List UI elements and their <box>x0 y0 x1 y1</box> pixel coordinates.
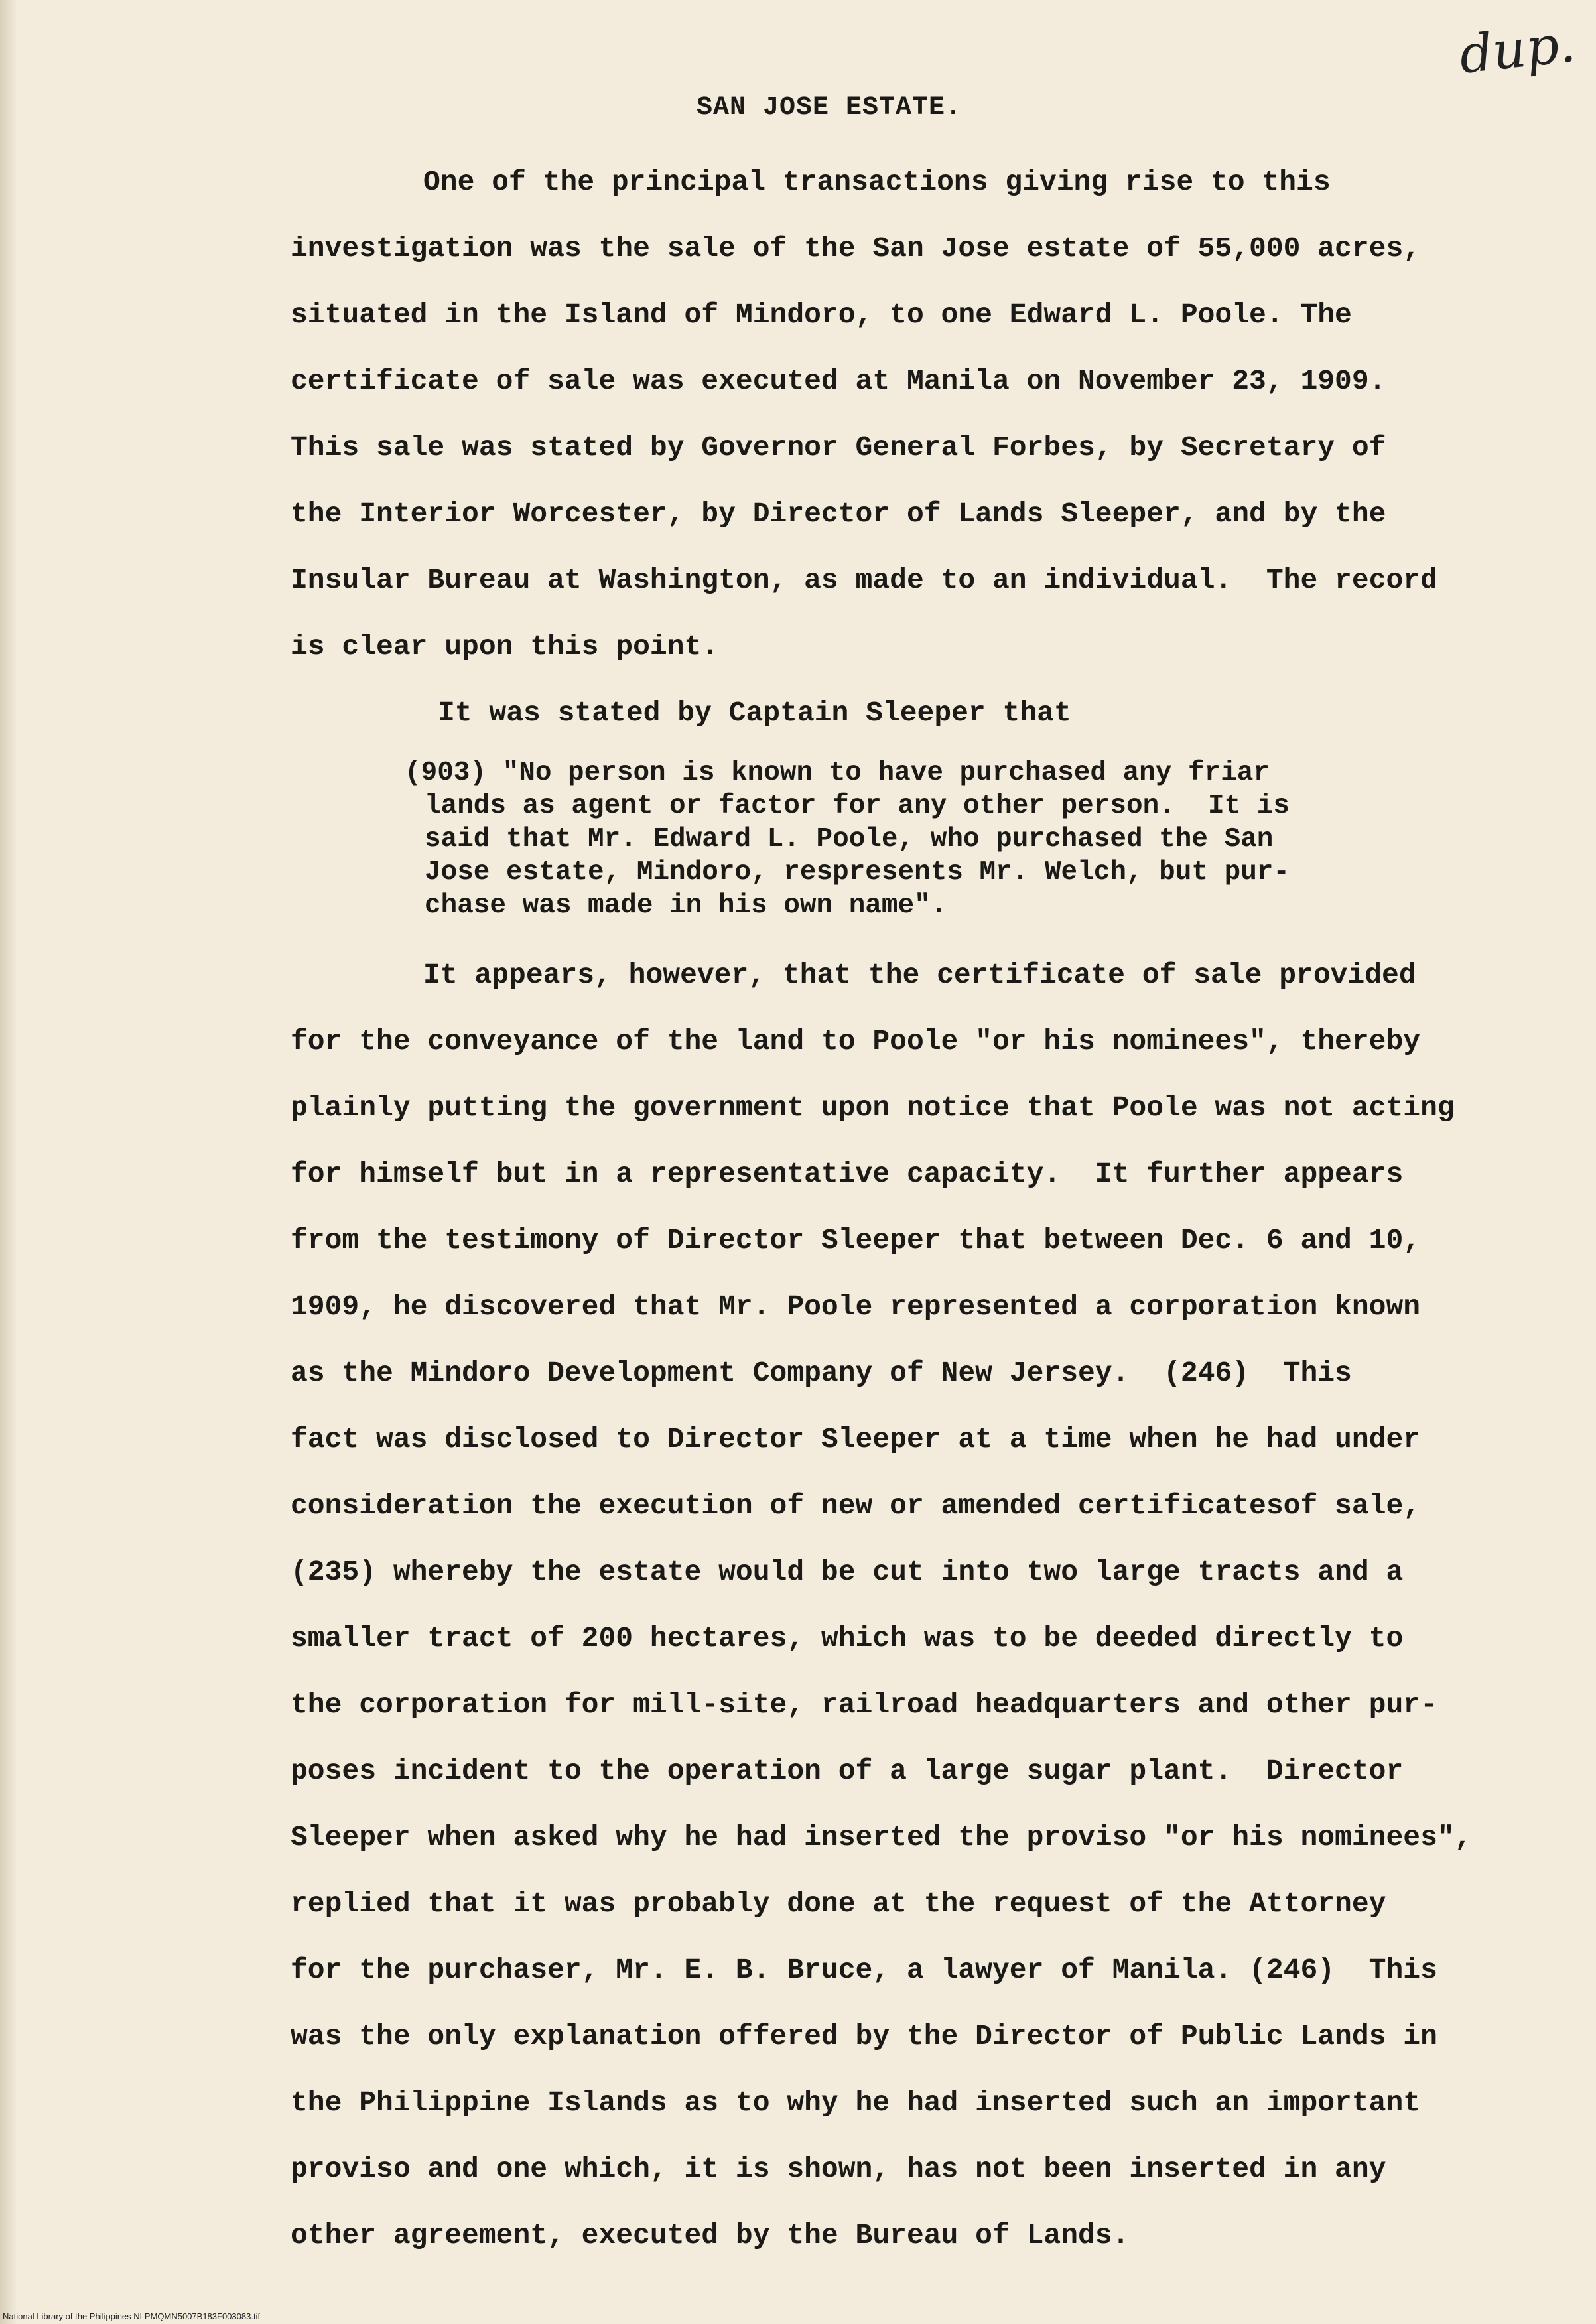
text-line: for himself but in a representative capacity. It further appears <box>291 1158 1404 1190</box>
text-line: as the Mindoro Development Company of New Jersey. (246) This <box>291 1357 1352 1389</box>
text-line: It was stated by Captain Sleeper that <box>438 697 1071 729</box>
document-title: SAN JOSE ESTATE. <box>697 93 963 123</box>
quote-line: chase was made in his own name". <box>425 890 947 921</box>
text-line: the Philippine Islands as to why he had inserted such an important <box>291 2086 1421 2119</box>
text-line: for the conveyance of the land to Poole "or his nominees", thereby <box>291 1025 1421 1058</box>
text-line: other agreement, executed by the Bureau of Lands. <box>291 2219 1130 2252</box>
text-line: smaller tract of 200 hectares, which was to be deeded directly to <box>291 1622 1404 1655</box>
text-line: certificate of sale was executed at Manila on November 23, 1909. <box>291 365 1386 397</box>
text-line: poses incident to the operation of a large sugar plant. Director <box>291 1755 1404 1787</box>
text-line: One of the principal transactions giving rise to this <box>423 166 1331 198</box>
text-line: was the only explanation offered by the Director of Public Lands in <box>291 2020 1437 2053</box>
page-edge-shadow <box>0 0 17 2324</box>
text-line: Insular Bureau at Washington, as made to an individual. The record <box>291 564 1437 596</box>
text-line: fact was disclosed to Director Sleeper at a time when he had under <box>291 1423 1421 1456</box>
text-line: It appears, however, that the certificate of sale provided <box>423 959 1416 991</box>
text-line: the corporation for mill-site, railroad headquarters and other pur- <box>291 1688 1437 1721</box>
paragraph-2 <box>438 680 1596 746</box>
quote-line: lands as agent or factor for any other person. It is <box>425 791 1290 821</box>
text-line: situated in the Island of Mindoro, to one Edward L. Poole. The <box>291 299 1352 331</box>
text-line: Sleeper when asked why he had inserted the proviso "or his nominees", <box>291 1821 1472 1854</box>
text-line: This sale was stated by Governor General Forbes, by Secretary of <box>291 431 1386 464</box>
paragraph-1 <box>291 149 1458 680</box>
text-line: for the purchaser, Mr. E. B. Bruce, a lawyer of Manila. (246) This <box>291 1954 1437 1986</box>
text-line: the Interior Worcester, by Director of Lands Sleeper, and by the <box>291 498 1386 530</box>
text-line: consideration the execution of new or amended certificatesof sale, <box>291 1489 1421 1522</box>
text-line: plainly putting the government upon notice that Poole was not acting <box>291 1091 1455 1124</box>
text-line: (235) whereby the estate would be cut into two large tracts and a <box>291 1556 1404 1588</box>
text-line: is clear upon this point. <box>291 630 719 663</box>
block-quote <box>405 756 1400 922</box>
paragraph-3 <box>291 942 1472 2269</box>
quote-line: Jose estate, Mindoro, respresents Mr. Welch, but pur- <box>425 857 1290 888</box>
handwritten-annotation: dup. <box>1456 14 1579 86</box>
text-line: replied that it was probably done at the request of the Attorney <box>291 1887 1386 1920</box>
archive-footer: National Library of the Philippines NLPMQMN5007B183F003083.tif <box>3 2311 261 2321</box>
text-line: investigation was the sale of the San Jose estate of 55,000 acres, <box>291 232 1421 265</box>
text-line: from the testimony of Director Sleeper that between Dec. 6 and 10, <box>291 1224 1421 1257</box>
text-line: proviso and one which, it is shown, has not been inserted in any <box>291 2153 1386 2185</box>
text-line: 1909, he discovered that Mr. Poole represented a corporation known <box>291 1290 1421 1323</box>
quote-line: said that Mr. Edward L. Poole, who purchased the San <box>425 824 1274 854</box>
quote-line: (903) "No person is known to have purchased any friar <box>405 758 1270 788</box>
